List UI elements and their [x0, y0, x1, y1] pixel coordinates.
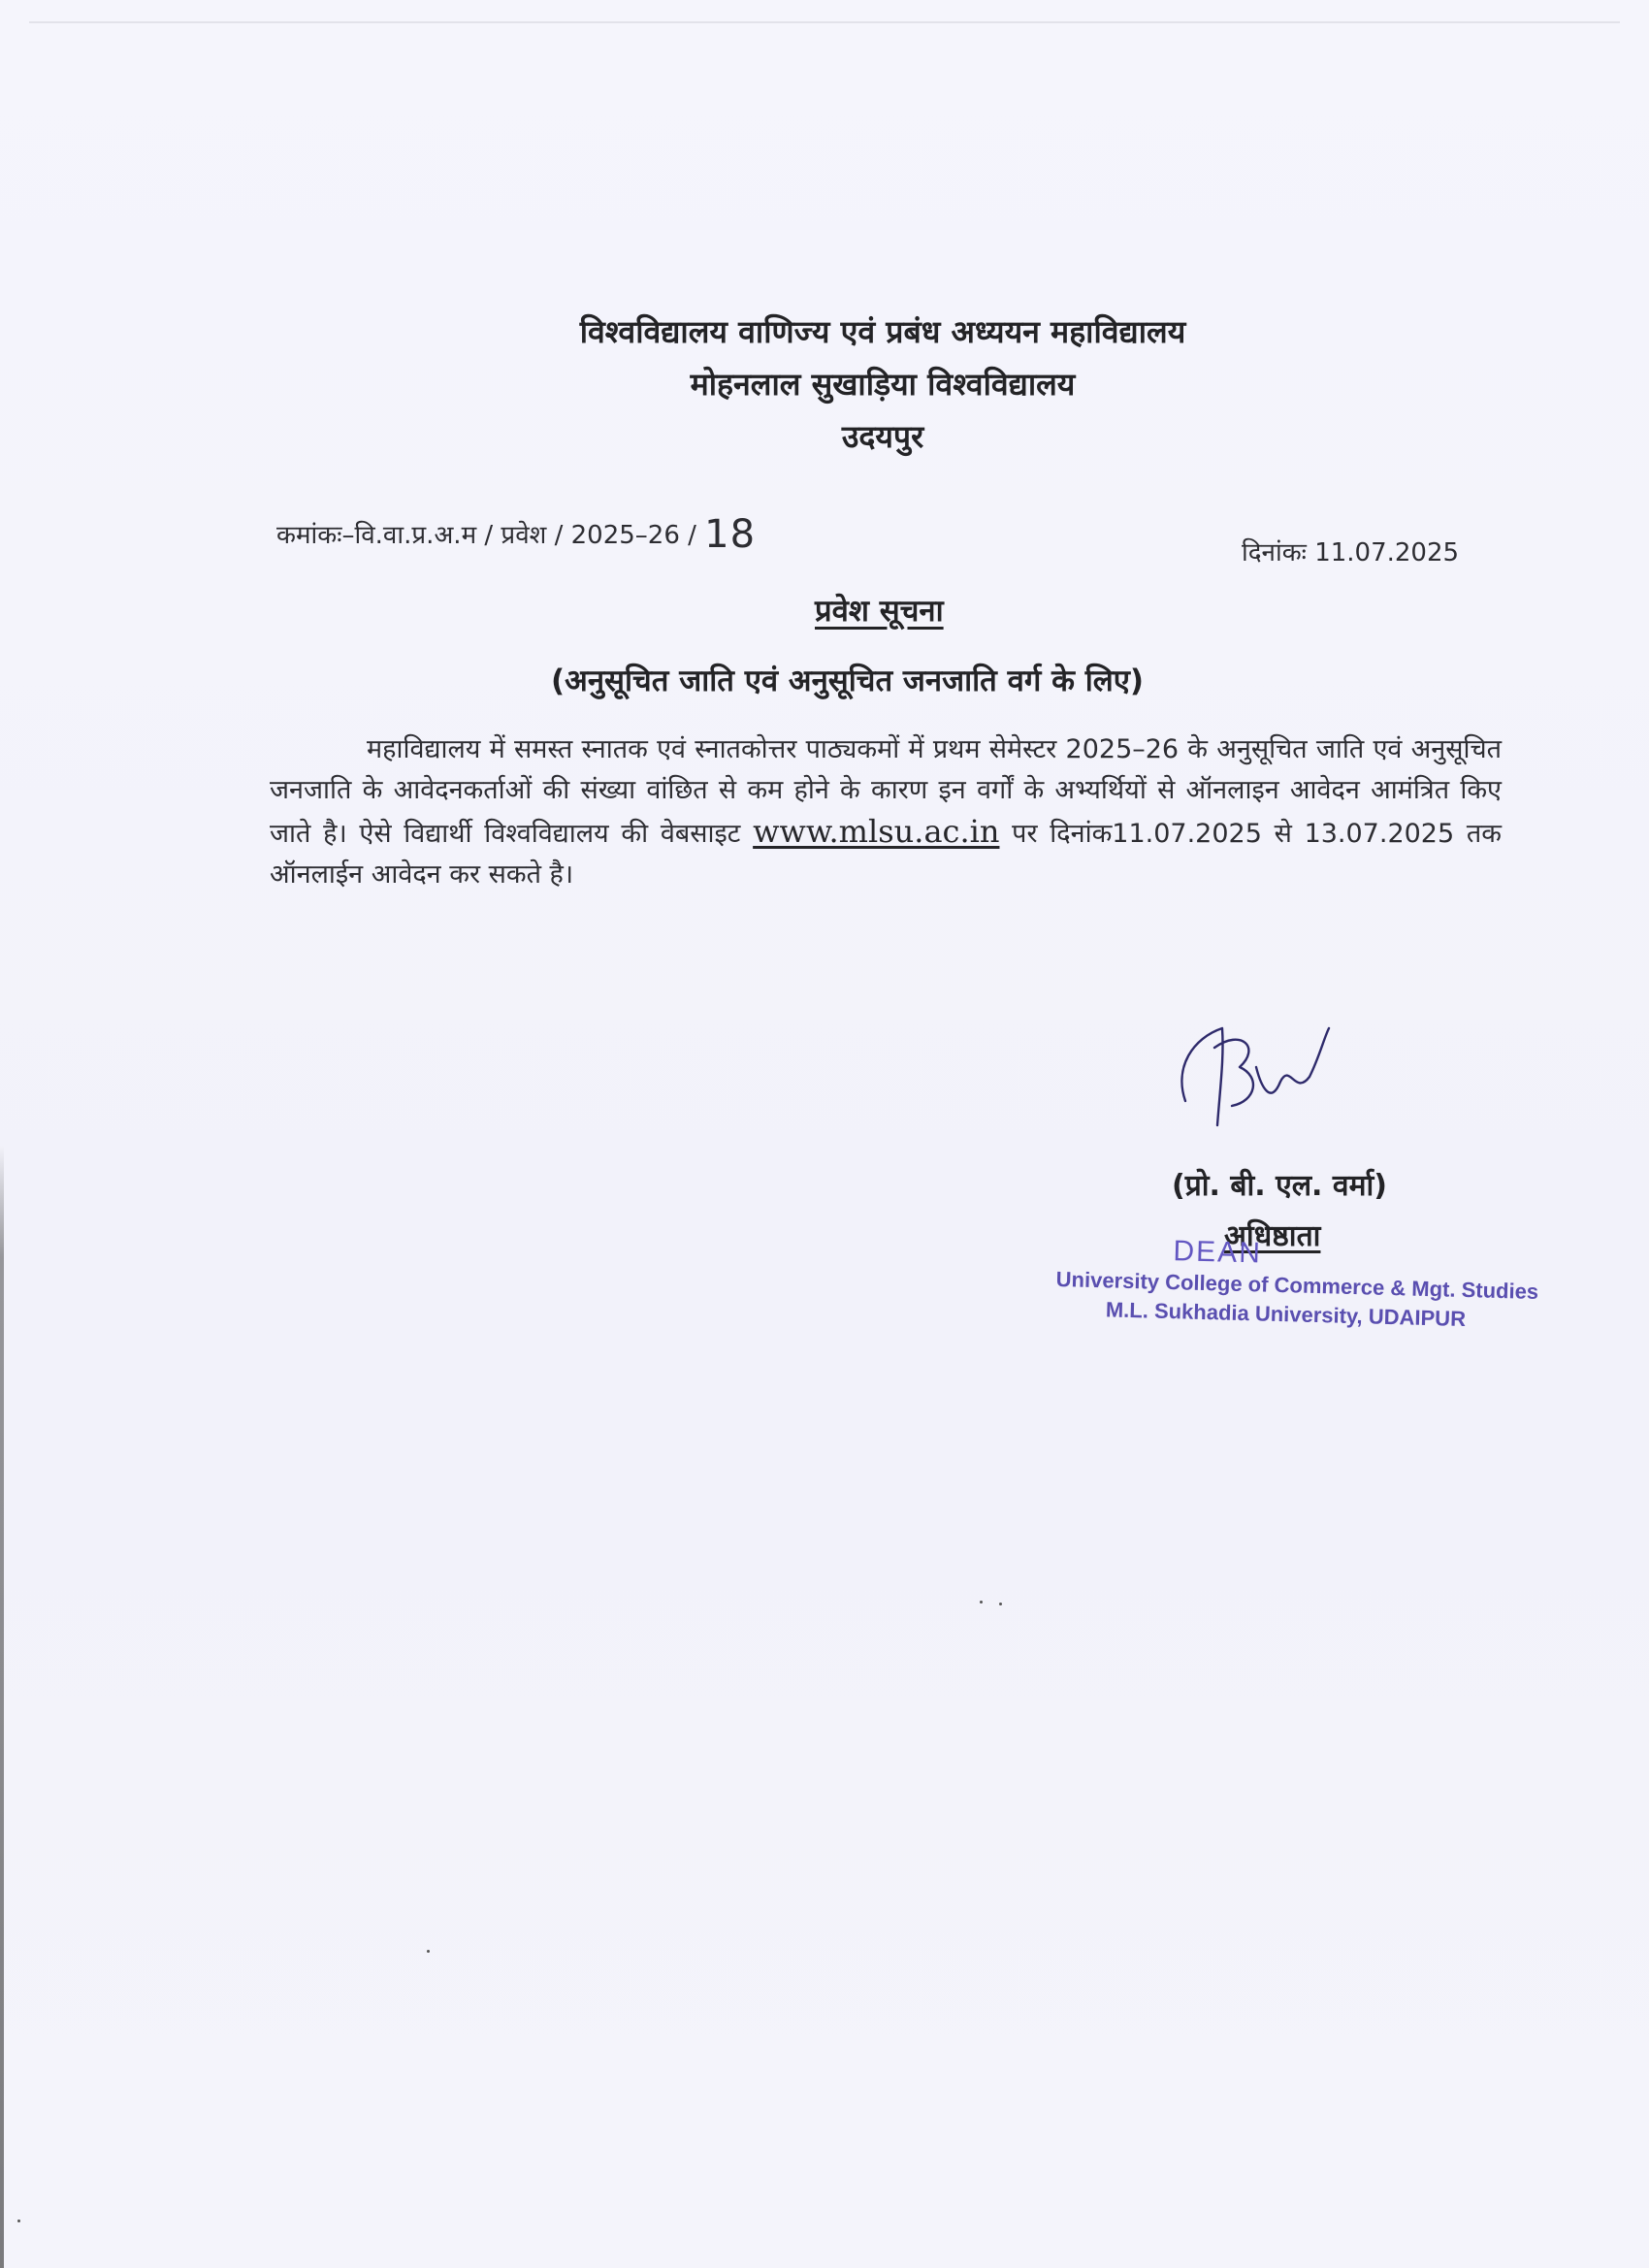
letterhead-college-name: विश्वविद्यालय वाणिज्य एवं प्रबंध अध्ययन महाविद्यालय [579, 313, 1186, 350]
issue-date: दिनांकः 11.07.2025 [1242, 538, 1460, 567]
reference-handwritten-number: 18 [704, 512, 757, 557]
signatory-title: अधिष्ठाता [1224, 1219, 1321, 1253]
letterhead-city: उदयपुर [841, 418, 924, 455]
reference-number [276, 512, 756, 557]
scan-speck [999, 1603, 1002, 1605]
handwritten-signature [1164, 1009, 1397, 1135]
scan-left-shadow [0, 1145, 4, 2268]
signatory-name: (प्रो. बी. एल. वर्मा) [1172, 1169, 1388, 1203]
scan-edge-line [29, 21, 1620, 23]
notice-body-part1: महाविद्यालय में समस्त स्नातक एवं स्नातकोत्तर पाठ्यकमों में प्रथम सेमेस्टर 2025–26 के अनुसूचित जाति एवं अनुसूचित जनजाति के आवेदनकर्ताओं की संख्या वांछित से कम होने के कारण इन वर्गों के अभ्यर्थियों से ऑनलाइन आवेदन आमंत्रित किए जाते है। ऐसे विद्यार्थी विश्वविद्यालय की वेबसाइट [270, 734, 1502, 849]
scan-speck [980, 1601, 983, 1604]
stamp-title: DEAN [1173, 1235, 1263, 1270]
notice-title: प्रवेश सूचना [815, 594, 944, 629]
scan-speck [17, 2219, 20, 2222]
reference-text: कमांकः–वि.वा.प्र.अ.म / प्रवेश / 2025–26 / [276, 521, 705, 550]
letterhead-university-name: मोहनलाल सुखाड़िया विश्वविद्यालय [690, 366, 1076, 403]
stamp-college-line: University College of Commerce & Mgt. Studies [1055, 1266, 1539, 1305]
website-link[interactable]: www.mlsu.ac.in [753, 813, 1000, 850]
letterhead [388, 306, 1377, 463]
stamp-university-line: M.L. Sukhadia University, UDAIPUR [1105, 1297, 1467, 1332]
notice-body-part2: पर दिनांक11.07.2025 से 13.07.2025 तक ऑनलाईन आवेदन कर सकते है। [270, 819, 1502, 890]
notice-body [270, 729, 1502, 895]
notice-subtitle: (अनुसूचित जाति एवं अनुसूचित जनजाति वर्ग के लिए) [551, 664, 1145, 698]
dean-stamp [1055, 1232, 1539, 1335]
scan-speck [427, 1950, 430, 1953]
